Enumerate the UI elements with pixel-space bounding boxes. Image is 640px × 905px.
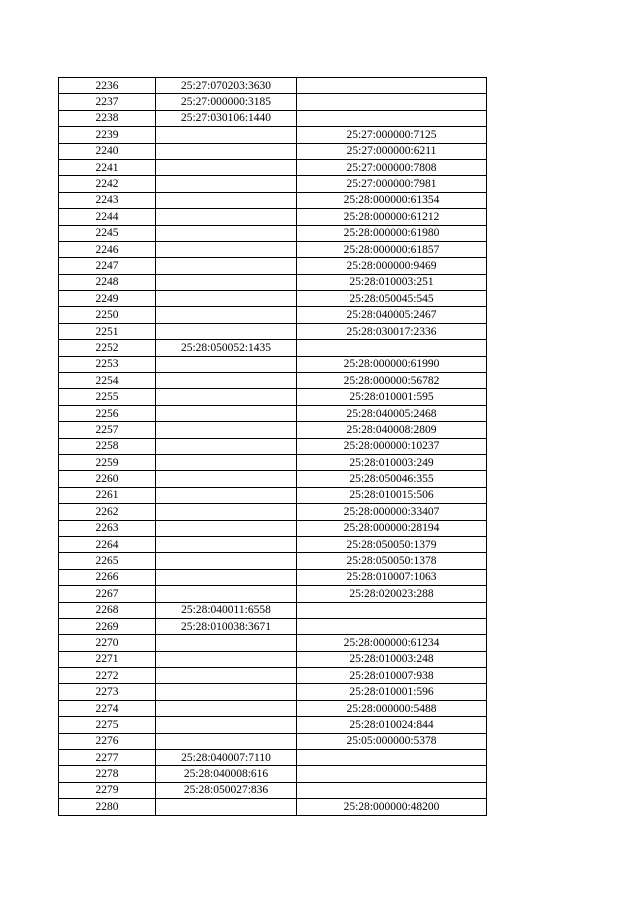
table-row xyxy=(59,422,487,438)
cadastral-number-alt-cell: 25:28:000000:61990 xyxy=(297,356,487,372)
cadastral-number-cell xyxy=(156,569,297,585)
cadastral-number-alt-cell xyxy=(297,602,487,618)
cadastral-number-cell xyxy=(156,389,297,405)
table-row xyxy=(59,94,487,110)
cadastral-number-alt-cell xyxy=(297,78,487,94)
cadastral-number-cell xyxy=(156,471,297,487)
table-row xyxy=(59,323,487,339)
cadastral-number-cell xyxy=(156,717,297,733)
row-number-cell: 2261 xyxy=(59,487,156,503)
row-number-cell: 2258 xyxy=(59,438,156,454)
cadastral-number-alt-cell: 25:28:010003:248 xyxy=(297,651,487,667)
cadastral-number-cell xyxy=(156,799,297,815)
table-row xyxy=(59,569,487,585)
cadastral-number-alt-cell: 25:28:000000:28194 xyxy=(297,520,487,536)
cadastral-number-alt-cell xyxy=(297,94,487,110)
row-number-cell: 2275 xyxy=(59,717,156,733)
cadastral-number-alt-cell: 25:28:050046:355 xyxy=(297,471,487,487)
cadastral-number-alt-cell xyxy=(297,618,487,634)
cadastral-number-alt-cell: 25:28:010015:506 xyxy=(297,487,487,503)
cadastral-number-cell xyxy=(156,536,297,552)
cadastral-number-cell: 25:27:030106:1440 xyxy=(156,110,297,126)
cadastral-number-alt-cell: 25:28:050045:545 xyxy=(297,291,487,307)
table-row xyxy=(59,684,487,700)
cadastral-number-cell: 25:27:000000:3185 xyxy=(156,94,297,110)
table-row xyxy=(59,454,487,470)
cadastral-number-cell xyxy=(156,176,297,192)
cadastral-number-cell xyxy=(156,438,297,454)
cadastral-number-alt-cell: 25:28:000000:5488 xyxy=(297,700,487,716)
row-number-cell: 2238 xyxy=(59,110,156,126)
row-number-cell: 2269 xyxy=(59,618,156,634)
row-number-cell: 2236 xyxy=(59,78,156,94)
cadastral-number-alt-cell: 25:28:000000:61212 xyxy=(297,209,487,225)
cadastral-number-cell: 25:28:040007:7110 xyxy=(156,750,297,766)
cadastral-number-cell xyxy=(156,225,297,241)
table-row xyxy=(59,553,487,569)
table-row xyxy=(59,373,487,389)
table-row xyxy=(59,192,487,208)
table-row xyxy=(59,159,487,175)
row-number-cell: 2279 xyxy=(59,782,156,798)
cadastral-number-cell xyxy=(156,373,297,389)
row-number-cell: 2244 xyxy=(59,209,156,225)
cadastral-number-cell: 25:27:070203:3630 xyxy=(156,78,297,94)
cadastral-number-alt-cell: 25:28:010007:1063 xyxy=(297,569,487,585)
table-row xyxy=(59,127,487,143)
cadastral-number-cell xyxy=(156,192,297,208)
row-number-cell: 2262 xyxy=(59,504,156,520)
cadastral-number-cell xyxy=(156,733,297,749)
table-row xyxy=(59,356,487,372)
cadastral-number-cell xyxy=(156,307,297,323)
cadastral-number-cell: 25:28:050052:1435 xyxy=(156,340,297,356)
cadastral-number-alt-cell: 25:28:000000:10237 xyxy=(297,438,487,454)
row-number-cell: 2249 xyxy=(59,291,156,307)
table-row xyxy=(59,602,487,618)
cadastral-number-cell xyxy=(156,668,297,684)
row-number-cell: 2254 xyxy=(59,373,156,389)
row-number-cell: 2253 xyxy=(59,356,156,372)
table-row xyxy=(59,438,487,454)
row-number-cell: 2273 xyxy=(59,684,156,700)
cadastral-number-cell xyxy=(156,127,297,143)
row-number-cell: 2265 xyxy=(59,553,156,569)
cadastral-number-cell xyxy=(156,258,297,274)
cadastral-number-alt-cell: 25:28:000000:9469 xyxy=(297,258,487,274)
cadastral-number-alt-cell xyxy=(297,766,487,782)
cadastral-number-cell xyxy=(156,520,297,536)
row-number-cell: 2268 xyxy=(59,602,156,618)
row-number-cell: 2277 xyxy=(59,750,156,766)
cadastral-number-cell xyxy=(156,504,297,520)
table-row xyxy=(59,274,487,290)
table-row xyxy=(59,618,487,634)
table-row xyxy=(59,258,487,274)
table-row xyxy=(59,225,487,241)
cadastral-number-alt-cell: 25:28:040005:2467 xyxy=(297,307,487,323)
cadastral-number-alt-cell xyxy=(297,782,487,798)
table-row xyxy=(59,110,487,126)
row-number-cell: 2245 xyxy=(59,225,156,241)
table-row xyxy=(59,766,487,782)
row-number-cell: 2259 xyxy=(59,454,156,470)
row-number-cell: 2239 xyxy=(59,127,156,143)
row-number-cell: 2263 xyxy=(59,520,156,536)
row-number-cell: 2272 xyxy=(59,668,156,684)
cadastral-table xyxy=(58,77,487,816)
table-row xyxy=(59,750,487,766)
table-row xyxy=(59,536,487,552)
table-row xyxy=(59,471,487,487)
cadastral-number-alt-cell xyxy=(297,340,487,356)
row-number-cell: 2270 xyxy=(59,635,156,651)
cadastral-number-alt-cell: 25:28:040005:2468 xyxy=(297,405,487,421)
cadastral-number-alt-cell: 25:28:000000:61354 xyxy=(297,192,487,208)
cadastral-number-cell xyxy=(156,159,297,175)
table-row xyxy=(59,504,487,520)
cadastral-number-alt-cell: 25:27:000000:7125 xyxy=(297,127,487,143)
cadastral-number-alt-cell: 25:28:010007:938 xyxy=(297,668,487,684)
row-number-cell: 2266 xyxy=(59,569,156,585)
table-row xyxy=(59,799,487,815)
cadastral-number-alt-cell: 25:28:010024:844 xyxy=(297,717,487,733)
row-number-cell: 2251 xyxy=(59,323,156,339)
cadastral-number-alt-cell: 25:28:010003:249 xyxy=(297,454,487,470)
table-row xyxy=(59,291,487,307)
cadastral-number-cell xyxy=(156,143,297,159)
table-row xyxy=(59,717,487,733)
cadastral-number-alt-cell: 25:28:010003:251 xyxy=(297,274,487,290)
cadastral-number-cell: 25:28:010038:3671 xyxy=(156,618,297,634)
cadastral-number-cell xyxy=(156,422,297,438)
row-number-cell: 2252 xyxy=(59,340,156,356)
table-row xyxy=(59,700,487,716)
cadastral-number-alt-cell: 25:28:030017:2336 xyxy=(297,323,487,339)
table-row xyxy=(59,209,487,225)
cadastral-number-alt-cell: 25:28:000000:61234 xyxy=(297,635,487,651)
row-number-cell: 2243 xyxy=(59,192,156,208)
table-row xyxy=(59,307,487,323)
cadastral-number-cell xyxy=(156,586,297,602)
row-number-cell: 2255 xyxy=(59,389,156,405)
cadastral-number-cell xyxy=(156,684,297,700)
cadastral-number-cell xyxy=(156,291,297,307)
row-number-cell: 2248 xyxy=(59,274,156,290)
table-row xyxy=(59,782,487,798)
cadastral-number-alt-cell xyxy=(297,110,487,126)
cadastral-number-cell xyxy=(156,553,297,569)
row-number-cell: 2280 xyxy=(59,799,156,815)
table-row xyxy=(59,520,487,536)
cadastral-number-alt-cell xyxy=(297,750,487,766)
cadastral-number-alt-cell: 25:28:050050:1379 xyxy=(297,536,487,552)
cadastral-number-alt-cell: 25:28:000000:61857 xyxy=(297,241,487,257)
table-row xyxy=(59,651,487,667)
cadastral-number-alt-cell: 25:27:000000:7808 xyxy=(297,159,487,175)
cadastral-number-cell xyxy=(156,635,297,651)
row-number-cell: 2278 xyxy=(59,766,156,782)
cadastral-number-alt-cell: 25:28:000000:61980 xyxy=(297,225,487,241)
table-row xyxy=(59,405,487,421)
cadastral-number-cell: 25:28:040011:6558 xyxy=(156,602,297,618)
table-body xyxy=(59,78,487,816)
row-number-cell: 2267 xyxy=(59,586,156,602)
cadastral-number-cell xyxy=(156,323,297,339)
table-row xyxy=(59,586,487,602)
row-number-cell: 2271 xyxy=(59,651,156,667)
table-row xyxy=(59,635,487,651)
row-number-cell: 2260 xyxy=(59,471,156,487)
row-number-cell: 2257 xyxy=(59,422,156,438)
cadastral-number-alt-cell: 25:28:010001:595 xyxy=(297,389,487,405)
cadastral-number-alt-cell: 25:28:000000:48200 xyxy=(297,799,487,815)
cadastral-number-alt-cell: 25:28:000000:33407 xyxy=(297,504,487,520)
cadastral-number-alt-cell: 25:05:000000:5378 xyxy=(297,733,487,749)
cadastral-number-cell xyxy=(156,274,297,290)
cadastral-number-alt-cell: 25:28:020023:288 xyxy=(297,586,487,602)
row-number-cell: 2247 xyxy=(59,258,156,274)
cadastral-number-cell xyxy=(156,209,297,225)
cadastral-number-alt-cell: 25:27:000000:6211 xyxy=(297,143,487,159)
row-number-cell: 2241 xyxy=(59,159,156,175)
table-row xyxy=(59,733,487,749)
cadastral-number-cell: 25:28:050027:836 xyxy=(156,782,297,798)
cadastral-number-cell xyxy=(156,487,297,503)
cadastral-number-alt-cell: 25:28:010001:596 xyxy=(297,684,487,700)
cadastral-number-cell xyxy=(156,405,297,421)
row-number-cell: 2276 xyxy=(59,733,156,749)
row-number-cell: 2240 xyxy=(59,143,156,159)
row-number-cell: 2256 xyxy=(59,405,156,421)
row-number-cell: 2242 xyxy=(59,176,156,192)
cadastral-number-alt-cell: 25:28:000000:56782 xyxy=(297,373,487,389)
table-row xyxy=(59,340,487,356)
row-number-cell: 2264 xyxy=(59,536,156,552)
table-row xyxy=(59,176,487,192)
cadastral-number-cell xyxy=(156,651,297,667)
table-row xyxy=(59,143,487,159)
table-row xyxy=(59,78,487,94)
cadastral-number-cell xyxy=(156,700,297,716)
row-number-cell: 2237 xyxy=(59,94,156,110)
cadastral-number-cell xyxy=(156,241,297,257)
table-row xyxy=(59,241,487,257)
cadastral-number-alt-cell: 25:28:040008:2809 xyxy=(297,422,487,438)
cadastral-number-cell xyxy=(156,454,297,470)
row-number-cell: 2250 xyxy=(59,307,156,323)
cadastral-number-cell xyxy=(156,356,297,372)
table-row xyxy=(59,487,487,503)
row-number-cell: 2274 xyxy=(59,700,156,716)
cadastral-number-cell: 25:28:040008:616 xyxy=(156,766,297,782)
cadastral-number-alt-cell: 25:28:050050:1378 xyxy=(297,553,487,569)
row-number-cell: 2246 xyxy=(59,241,156,257)
table-row xyxy=(59,389,487,405)
table-row xyxy=(59,668,487,684)
cadastral-number-alt-cell: 25:27:000000:7981 xyxy=(297,176,487,192)
